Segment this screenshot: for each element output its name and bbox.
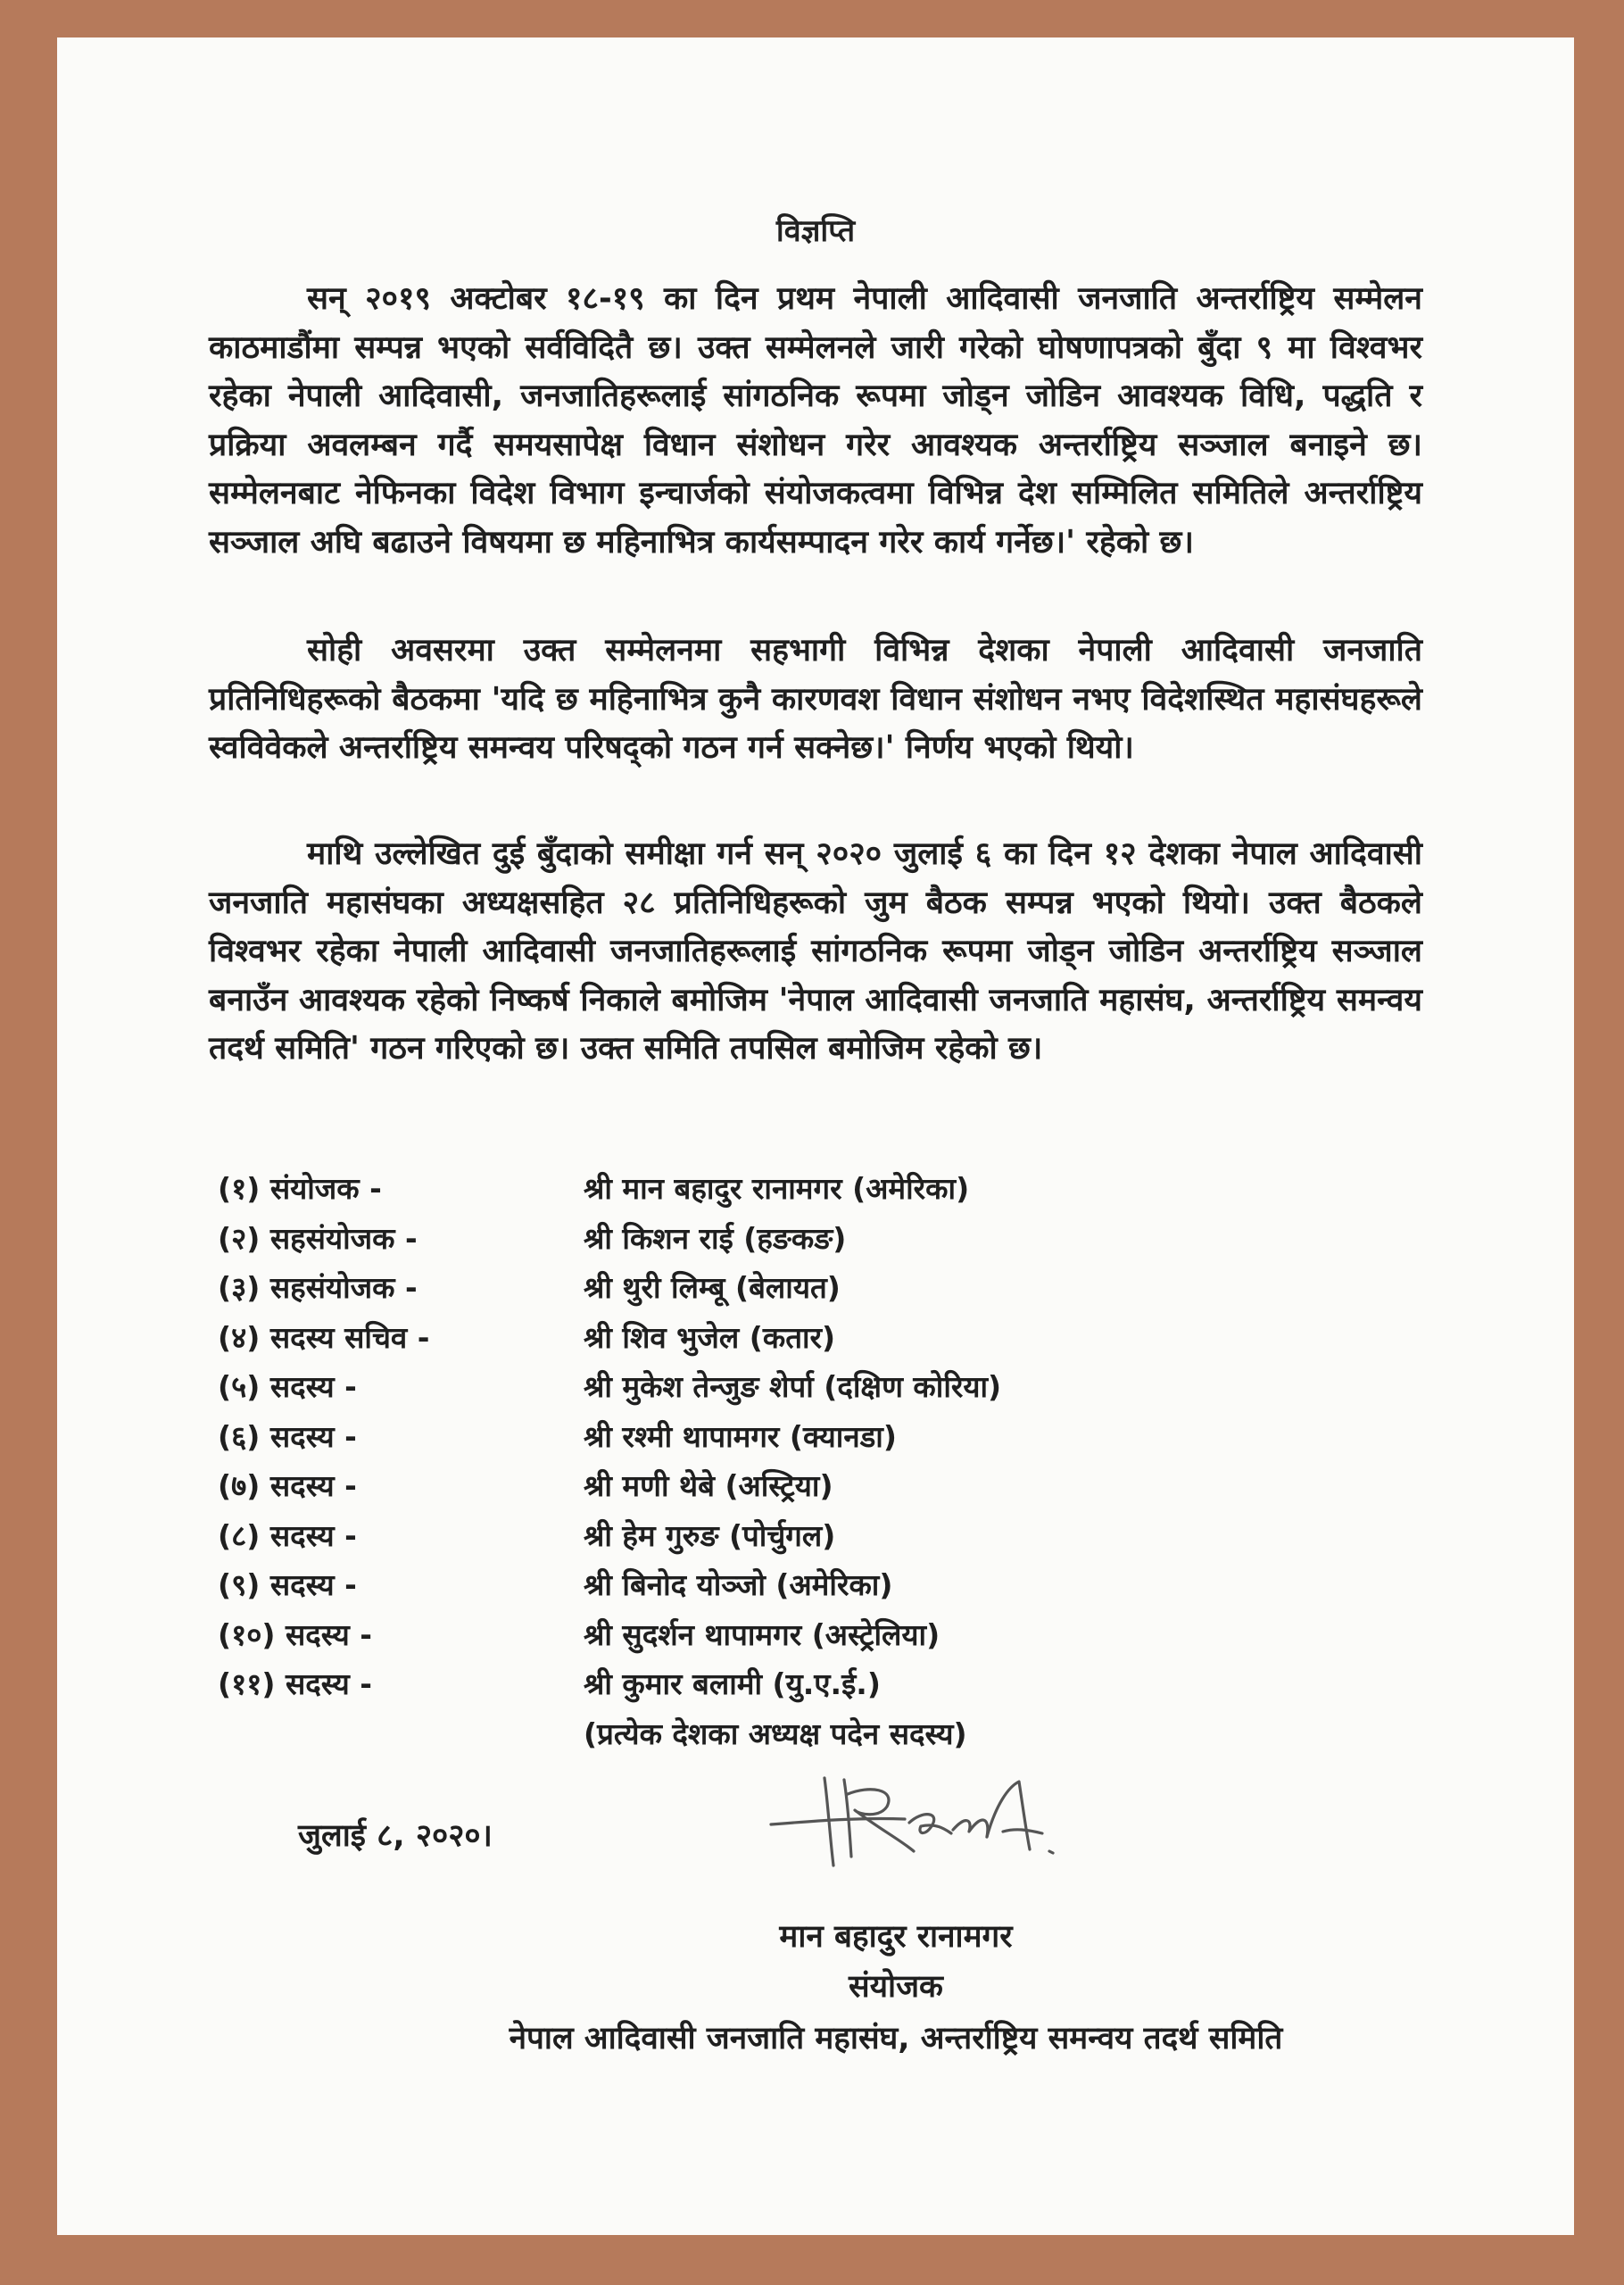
member-row [218,1263,1244,1313]
member-role: (११) सदस्य - [218,1666,372,1701]
member-row [218,1659,1244,1709]
signatory-organization: नेपाल आदिवासी जनजाति महासंघ, अन्तर्राष्ट्रिय समन्वय तदर्थ समिति [509,2021,1283,2056]
member-role: (१०) सदस्य - [218,1616,372,1652]
body-paragraph-2 [209,627,1422,773]
member-row [218,1511,1244,1561]
member-role: (२) सहसंयोजक - [218,1220,418,1256]
signatory-title: संयोजक [849,1969,943,2005]
member-role: (१) संयोजक - [218,1171,382,1206]
member-role: (४) सदस्य सचिव - [218,1319,430,1355]
member-name: श्री सुदर्शन थापामगर (अस्ट्रेलिया) [584,1616,940,1652]
member-name: श्री किशन राई (हङकङ) [584,1220,847,1256]
body-paragraph-1 [209,275,1422,568]
signatory-name: मान बहादुर रानामगर [779,1919,1013,1955]
member-row [218,1461,1244,1511]
member-row [218,1560,1244,1610]
member-name: श्री रश्मी थापामगर (क्यानडा) [584,1418,897,1454]
member-name: श्री शिव भुजेल (कतार) [584,1319,836,1355]
paragraph-text: माथि उल्लेखित दुई बुँदाको समीक्षा गर्न सन् २०२० जुलाई ६ का दिन १२ देशका नेपाल आदिवासी जनजाति महासंघका अध्यक्षसहित २८ प्रतिनिधिहरूको जुम बैठक सम्पन्न भएको थियो। उक्त बैठकले विश्वभर रहेका नेपाली आदिवासी जनजातिहरूलाई सांगठनिक रूपमा जोड्न जोडिन अन्तर्राष्ट्रिय सञ्जाल बनाउँन आवश्यक रहेको निष्कर्ष निकाले बमोजिम 'नेपाल आदिवासी जनजाति महासंघ, अन्तर्राष्ट्रिय समन्वय तदर्थ समिति' गठन गरिएको छ। उक्त समिति तपसिल बमोजिम रहेको छ। [209,835,1423,1068]
member-name: श्री मान बहादुर रानामगर (अमेरिका) [584,1171,970,1206]
member-name: श्री मुकेश तेन्जुङ शेर्पा (दक्षिण कोरिया) [584,1369,1002,1404]
members-note: (प्रत्येक देशका अध्यक्ष पदेन सदस्य) [584,1716,967,1751]
document-page [57,37,1574,2235]
handwritten-signature [762,1751,1065,1876]
committee-member-list [218,1164,1244,1758]
member-row [218,1610,1244,1660]
member-role: (३) सहसंयोजक - [218,1270,418,1305]
member-name: श्री मणी थेबे (अस्ट्रिया) [584,1468,833,1503]
paragraph-text: सन् २०१९ अक्टोबर १८-१९ का दिन प्रथम नेपाली आदिवासी जनजाति अन्तर्राष्ट्रिय सम्मेलन काठमाडौंमा सम्पन्न भएको सर्वविदितै छ। उक्त सम्मेलनले जारी गरेको घोषणापत्रको बुँदा ९ मा विश्वभर रहेका नेपाली आदिवासी, जनजातिहरूलाई सांगठनिक रूपमा जोड्न जोडिन आवश्यक विधि, पद्धति र प्रक्रिया अवलम्बन गर्दै समयसापेक्ष विधान संशोधन गरेर आवश्यक अन्तर्राष्ट्रिय सञ्जाल बनाइने छ। सम्मेलनबाट नेफिनका विदेश विभाग इन्चार्जको संयोजकत्वमा विभिन्न देश सम्मिलित समितिले अन्तर्राष्ट्रिय सञ्जाल अघि बढाउने विषयमा छ महिनाभित्र कार्यसम्पादन गरेर कार्य गर्नेछ।' रहेको छ। [209,280,1422,561]
body-paragraph-3 [209,830,1422,1074]
document-date: जुलाई ८, २०२०। [298,1818,493,1854]
member-row [218,1164,1244,1214]
member-role: (६) सदस्य - [218,1418,357,1454]
member-role: (८) सदस्य - [218,1517,357,1553]
member-name: श्री कुमार बलामी (यु.ए.ई.) [584,1666,881,1701]
member-row [218,1362,1244,1412]
member-role: (७) सदस्य - [218,1468,357,1503]
member-name: श्री हेम गुरुङ (पोर्चुगल) [584,1517,836,1553]
member-row [218,1313,1244,1363]
paragraph-text: सोही अवसरमा उक्त सम्मेलनमा सहभागी विभिन्न देशका नेपाली आदिवासी जनजाति प्रतिनिधिहरूको बैठकमा 'यदि छ महिनाभित्र कुनै कारणवश विधान संशोधन नभए विदेशस्थित महासंघहरूले स्वविवेकले अन्तर्राष्ट्रिय समन्वय परिषद्को गठन गर्न सक्नेछ।' निर्णय भएको थियो। [209,632,1422,767]
member-role: (९) सदस्य - [218,1567,357,1602]
member-row [218,1214,1244,1264]
signatory-block [396,1912,1396,2064]
member-row [218,1412,1244,1462]
member-role: (५) सदस्य - [218,1369,357,1404]
member-name: श्री थुरी लिम्बू (बेलायत) [584,1270,841,1305]
document-title: विज्ञप्ति [775,213,856,249]
member-name: श्री बिनोद योञ्जो (अमेरिका) [584,1567,893,1602]
